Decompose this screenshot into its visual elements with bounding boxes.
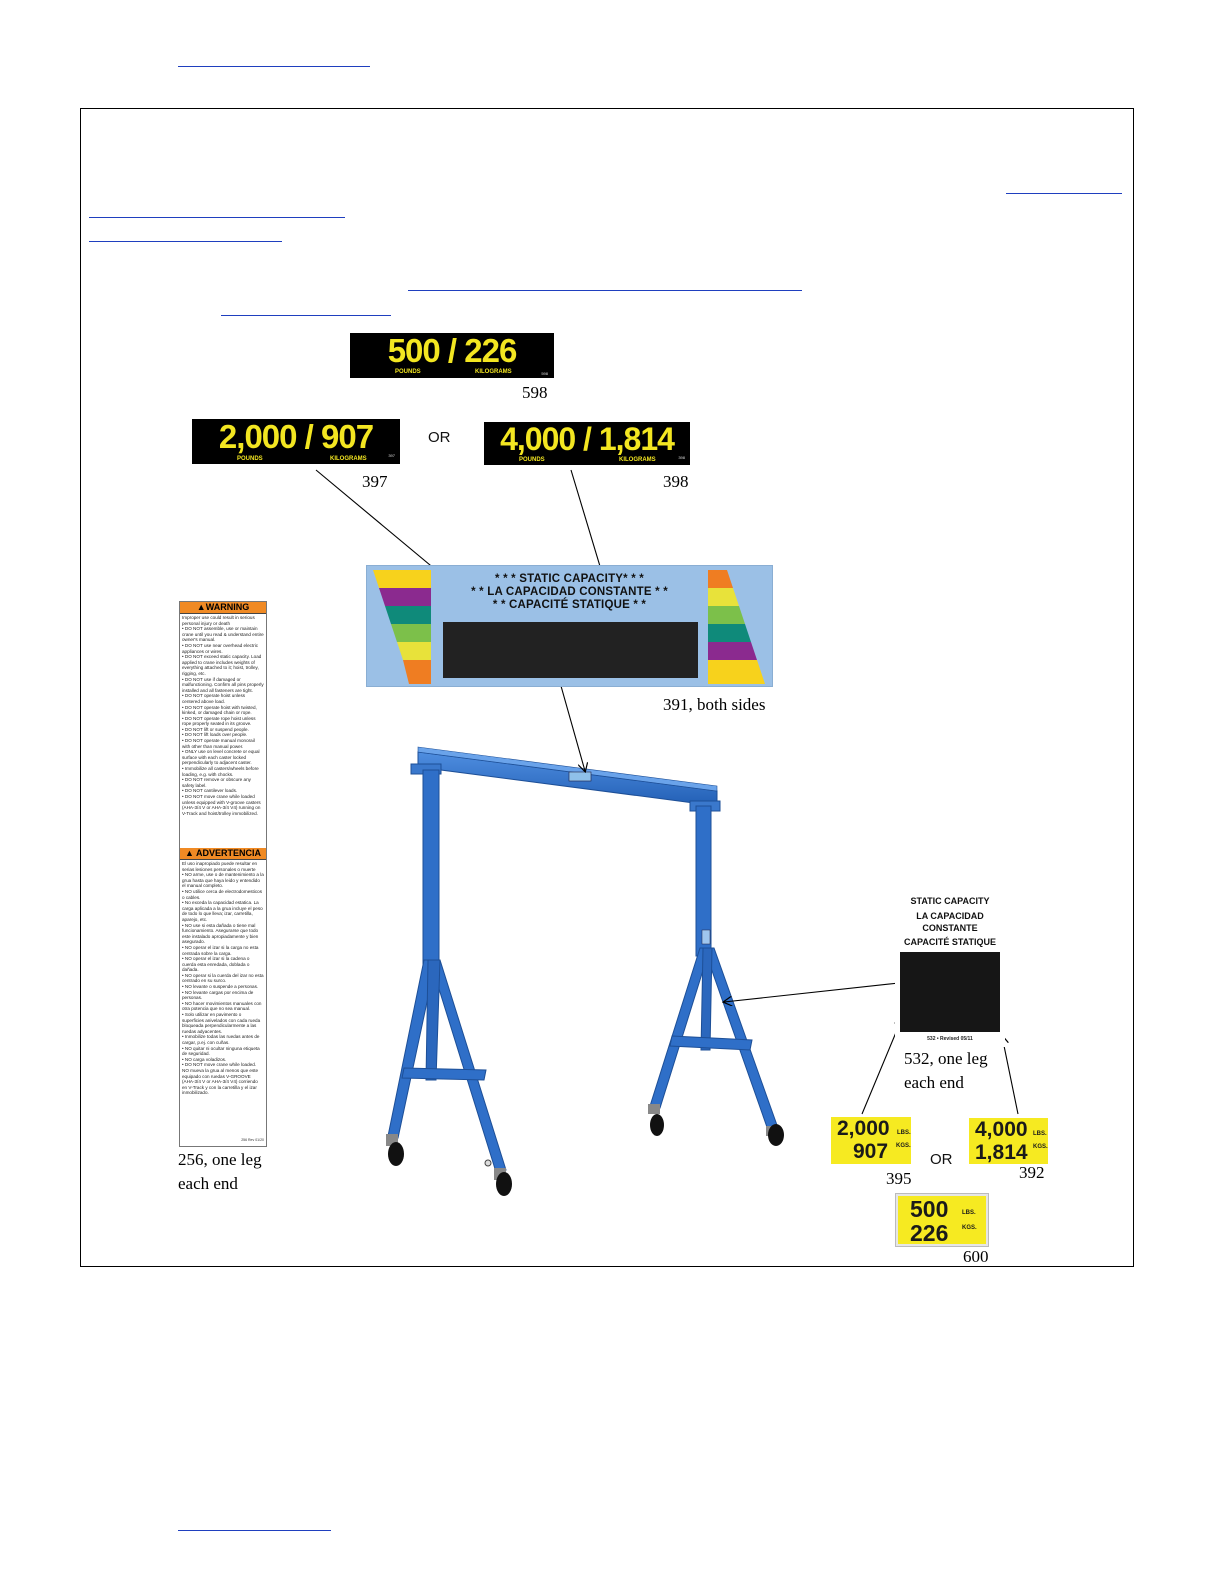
advertencia-text: El uso inapropiado puede resultar en serias lesiones personales o muerte • NO arme, use o de mantenimiento a la grua hasta que haya leido y entendido el manual completo. • NO utilice cerca de electrodomesticos o cables. • No exceda la capacidad estatica. La carga aplicada a la grua incluye el peso de todo lo que lleva; izar, carretilla, aparejo, etc. • NO use si esta dañada o tiene mal funcionamiento. Asegurarse que todo este instalado apropiadamente y bien asegurado. • NO operar el izar si la carga no esta centrada sobre la carga. • NO operar el izar si la cadena o cuerda esta enredada, doblada o dañada. • NO operar si la cuerda del izar no esta centrado en su surco. • NO levante o suspende a personas. • NO levante cargas por encima de personas. • NO hacer movimientos manuales con otra potencia que no sea manual. • Solo utilizar en pavimento o superficies anivelados con cada rueda bloqueada perpendicularmente a las ruedas adyacentes. • Inmobilize todas las ruedas antes de cargar, p.ej. con cuñas. • NO quitar ni ocultar ninguna etiqueta de seguridad. • NO carga voladizos. • DO NOT move crane while loaded. NO mueva la grua al menos que este equipado con ruedas V-GROOVE (AHA-3/4 V or AHA-3/4 V4) corriendo en V-Track y con la carretilla y el izar inmobilizado. — [182, 861, 264, 1096]
decal-256-caption-line-1: 256, one leg — [178, 1150, 262, 1169]
decal-391-line-3: * * CAPACITÉ STATIQUE * * — [492, 599, 647, 611]
decal-391-capacity-area — [443, 622, 698, 678]
decal-598-value: 500 / 226 — [387, 332, 517, 369]
decal-391-line-1: * * * STATIC CAPACITY* * * — [495, 573, 644, 585]
decal-600-lbs-unit: LBS. — [962, 1210, 976, 1216]
warning-text: Improper use could result in serious personal injury or death • DO NOT assemble, use or maintain crane until you read & understand entire owner's manual. • DO NOT use near overhead electric appliances or wires. • DO NOT exceed static capacity. Load applied to crane includes weights of everything attached to it; hoist, trolley, rigging, etc. • DO NOT use if damaged or malfunctioning. Confirm all pins properly installed and all fasteners are tight. • DO NOT operate hoist unless centered above load. • DO NOT operate hoist with twisted, kinked, or damaged chain or rope. • DO NOT operate rope hoist unless rope properly seated in its groove. • DO NOT lift or suspend people. • DO NOT lift loads over people. • DO NOT operate manual monorail with other than manual power. • ONLY use on level concrete or equal surface with each caster locked perpendicularly to adjacent caster. • Immobilize all casters/wheels before loading, e.g. with chocks. • DO NOT remove or obscure any safety label. • DO NOT cantilever loads. • DO NOT move crane while loaded unless equipped with V-groove casters (AHA-3/4 V or AHA-3/4 V4) running on V-Track and hoist/trolley immobilized. — [182, 615, 264, 816]
decal-397-code: 397 — [388, 453, 395, 458]
decal-600-kgs-unit: KGS. — [962, 1225, 977, 1231]
decal-600 — [896, 1194, 988, 1246]
decal-532-caption — [904, 1047, 988, 1095]
decal-397 — [192, 419, 400, 464]
decal-532-line-2: LA CAPACIDAD — [916, 911, 984, 921]
decal-398-caption: 398 — [663, 472, 689, 491]
warning-header: ▲WARNING — [180, 602, 266, 614]
decal-392 — [969, 1118, 1048, 1164]
decal-398-unit-kilograms: KILOGRAMS — [619, 457, 656, 463]
advertencia-title: ADVERTENCIA — [196, 848, 262, 858]
decal-395-lbs-value: 2,000 — [837, 1117, 890, 1140]
decal-392-lbs-value: 4,000 — [975, 1118, 1028, 1141]
decal-598-unit-kilograms: KILOGRAMS — [475, 369, 512, 375]
decal-392-kgs-unit: KGS. — [1033, 1144, 1048, 1150]
decal-398-value: 4,000 / 1,814 — [500, 421, 674, 457]
decal-532-line-4: CAPACITÉ STATIQUE — [904, 937, 996, 947]
decal-256-caption-line-2: each end — [178, 1174, 238, 1193]
decal-395-kgs-value: 907 — [853, 1140, 889, 1163]
decal-392-kgs-value: 1,814 — [975, 1141, 1028, 1164]
decal-397-unit-kilograms: KILOGRAMS — [330, 456, 367, 462]
decal-256-warning — [179, 601, 267, 1147]
decal-532-caption-line-2: each end — [904, 1073, 964, 1092]
decal-532 — [895, 893, 1005, 1047]
decal-532-caption-line-1: 532, one leg — [904, 1049, 988, 1068]
decal-532-capacity-area — [900, 952, 1000, 1032]
decal-397-value: 2,000 / 907 — [218, 418, 374, 455]
decal-392-lbs-unit: LBS. — [1033, 1131, 1047, 1137]
decal-395-caption: 395 — [886, 1169, 912, 1188]
decal-391-line-2: * * LA CAPACIDAD CONSTANTE * * — [471, 586, 668, 598]
decal-391-caption: 391, both sides — [663, 695, 766, 714]
decal-532-line-1: STATIC CAPACITY — [910, 896, 990, 906]
decal-600-kgs-value: 226 — [910, 1220, 949, 1246]
decal-532-line-3: CONSTANTE — [922, 923, 978, 933]
decal-391 — [366, 565, 773, 687]
decal-600-lbs-value: 500 — [910, 1196, 949, 1222]
decal-256-code: 256 Rev 01/20 — [241, 1138, 264, 1142]
decal-392-caption: 392 — [1019, 1163, 1045, 1182]
decal-398 — [484, 422, 690, 465]
decal-598-unit-pounds: POUNDS — [395, 369, 421, 375]
decal-600-caption: 600 — [963, 1247, 989, 1266]
advertencia-header: ▲ ADVERTENCIA — [180, 848, 266, 860]
decal-532-revision: 532 • Revised 05/11 — [927, 1036, 973, 1042]
decal-395 — [831, 1117, 911, 1164]
decal-397-unit-pounds: POUNDS — [237, 456, 263, 462]
decal-256-caption — [178, 1148, 262, 1196]
or-label-bottom: OR — [930, 1151, 953, 1168]
or-label-top: OR — [428, 429, 451, 446]
decal-398-code: 398 — [678, 455, 685, 460]
decal-598-caption: 598 — [522, 383, 548, 402]
decal-397-caption: 397 — [362, 472, 388, 491]
gantry-crane — [386, 747, 784, 1196]
decal-398-unit-pounds: POUNDS — [519, 457, 545, 463]
warning-title: WARNING — [205, 602, 250, 612]
decal-598 — [350, 333, 554, 378]
decal-395-lbs-unit: LBS. — [897, 1130, 911, 1136]
decal-598-code: 598 — [541, 371, 548, 376]
decal-395-kgs-unit: KGS. — [896, 1143, 911, 1149]
